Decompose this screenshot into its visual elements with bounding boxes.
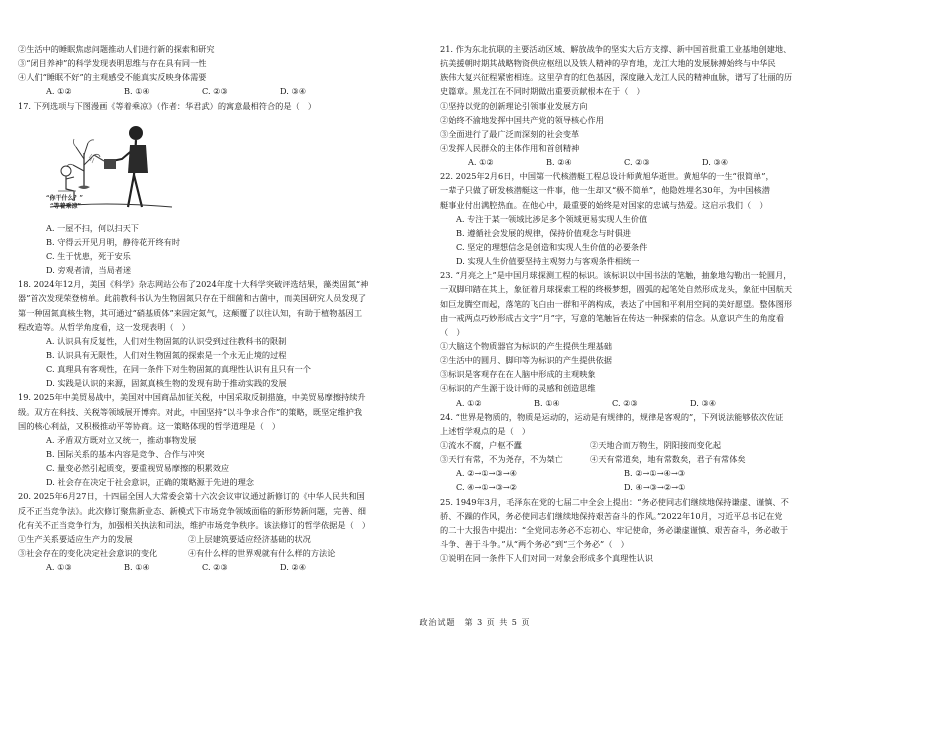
question-23-text: （ ） (440, 326, 465, 337)
question-18-text: 器”首次发现荣登榜单。此前教科书认为生物固氮只存在于细菌和古菌中，而美国研究人员发现了 (18, 293, 367, 304)
option: D. 社会存在决定于社会意识，正确的策略源于先进的理念 (46, 477, 254, 488)
question-18-text: 第一种固氮真核生物，其可通过“硝基质体”来固定氮气，这颠覆了以往认知，有助于植物基因工 (18, 307, 363, 318)
question-24-text: 24. “世界是物质的，物质是运动的，运动是有规律的，规律是客观的”，下列说法能够依次佐证 (440, 411, 784, 422)
cartoon-caption: “你干什么？” (46, 194, 83, 202)
statement: ③天行有常，不为尧存，不为桀亡 (440, 454, 563, 465)
option: A. ①② (46, 86, 72, 97)
question-23-text: 如巨龙腾空而起，落笔的飞白由一群和平鸽构成，表达了中国和平利用空间的美好愿望。整体图形 (440, 298, 793, 309)
option: C. ②③ (624, 157, 650, 168)
option: D. ③④ (702, 157, 729, 168)
statement: ④有什么样的世界观就有什么样的方法论 (188, 547, 336, 558)
statement: ④发挥人民群众的主体作用和首创精神 (440, 142, 580, 153)
question-17-title: 17. 下列选项与下图漫画《等着乘凉》（作者：华君武）的寓意最相符合的是（ ） (18, 100, 317, 111)
option: B. 认识具有无限性，人们对生物固氮的探索是一个永无止境的过程 (46, 349, 287, 360)
option: B. ②→①→④→③ (624, 468, 686, 479)
statement: ②始终不渝地发挥中国共产党的领导核心作用 (440, 114, 604, 125)
question-25-text: 骄、不躁的作风，务必使同志们继续地保持艰苦奋斗的作风。”2022年10月，习近平总书记在党 (440, 510, 783, 521)
question-25-text: 斗争、善于斗争。”从“两个务必”到“三个务必”（ ） (440, 538, 629, 549)
statement: ①说明在同一条件下人们对同一对象会形成多个真理性认识 (440, 553, 653, 564)
question-19-text: 级。双方在科技、关税等领域展开博弈。对此，中国坚持“以斗争求合作”的策略，既坚定维护我 (18, 406, 363, 417)
question-20-text: 20. 2025年6月27日，十四届全国人大常委会第十六次会议审议通过新修订的《中华人民共和国 (18, 491, 365, 502)
option: A. ①② (468, 157, 494, 168)
question-23-text: 一双脚印踏在其上，象征着月球探索工程的终极梦想，圆弧的起笔处自然形成龙头，象征中国航天 (440, 284, 793, 295)
statement: ④人们“睡眠不好”的主观感受不能真实反映身体需要 (18, 72, 207, 83)
option: B. 守得云开见月明，静待花开终有时 (46, 236, 181, 247)
statement: ③社会存在的变化决定社会意识的变化 (18, 547, 158, 558)
option: B. 国际关系的基本内容是竞争、合作与冲突 (46, 448, 205, 459)
option: C. ②③ (202, 86, 228, 97)
answer-options (440, 155, 840, 169)
option: B. 遵循社会发展的规律，保持价值观念与时俱进 (456, 227, 631, 238)
answer-options (440, 396, 840, 410)
statement: ②天地合而万物生，阴阳接而变化起 (590, 439, 722, 450)
answer-options (440, 466, 840, 480)
option: B. ①④ (124, 86, 150, 97)
statement-row (440, 438, 840, 452)
statement-row (18, 546, 413, 560)
statement-row (440, 452, 840, 466)
question-22-text: 一辈子只做了研发核潜艇这一件事，他一生却又“极不简单”，他隐姓埋名30年，为中国核潜 (440, 185, 770, 196)
statement: ④标识的产生源于设计师的灵感和创造思维 (440, 383, 596, 394)
question-18-text: 程改造等。从哲学角度看，这一发现表明（ ） (18, 321, 190, 332)
option: C. 坚定的理想信念是创造和实现人生价值的必要条件 (456, 241, 648, 252)
option: D. 旁观者清，当局者迷 (46, 265, 132, 276)
option: D. ③④ (690, 397, 717, 408)
question-21-text: 21. 作为东北抗联的主要活动区域、解放战争的坚实大后方支撑、新中国首批重工业基地创建地、 (440, 44, 792, 54)
question-22-text: 22. 2025年2月6日，中国第一代核潜艇工程总设计师黄旭华逝世。黄旭华的一生“很简单”， (440, 171, 774, 182)
option: A. ①② (456, 397, 482, 408)
option: B. ①④ (534, 397, 560, 408)
statement: ①流水不腐，户枢不蠹 (440, 439, 522, 450)
cartoon-illustration (42, 115, 182, 219)
question-20-text: 化有关不正当竞争行为，加强相关执法和司法，维护市场竞争秩序。该法修订的哲学依据是（ ） (18, 519, 371, 530)
option: C. 量变必然引起质变，要重视贸易摩擦的积累效应 (46, 463, 230, 474)
statement: ②生活中的圆月、脚印等为标识的产生提供依据 (440, 355, 612, 366)
statement: ①大脑这个物质器官为标识的产生提供生理基础 (440, 340, 612, 351)
statement: ②生活中的睡眠焦虑问题推动人们进行新的探索和研究 (18, 44, 215, 54)
question-19-text: 19. 2025年中美贸易战中，美国对中国商品加征关税，中国采取反制措施，中美贸易摩擦持续升 (18, 392, 366, 403)
question-22-text: 艇事业付出满腔热血。在他心中，最重要的始终是对国家的忠诚与热爱。这启示我们（ ） (440, 199, 768, 210)
option: A. 专注于某一领域比涉足多个领域更易实现人生价值 (456, 213, 648, 224)
question-25-text: 25. 1949年3月，毛泽东在党的七届二中全会上提出：“务必使同志们继续地保持谦虚、谨慎、不 (440, 496, 789, 507)
statement-row (18, 532, 413, 546)
statement: ②上层建筑要适应经济基础的状况 (188, 533, 311, 544)
statement: ③“闭目养神”的科学发现表明思维与存在具有同一性 (18, 58, 207, 69)
option: A. 认识具有反复性，人们对生物固氮的认识受到过往教科书的限制 (46, 335, 287, 346)
option: C. ④→①→③→② (456, 482, 518, 493)
question-21-text: 抗美援朝时期其战略物资供应枢纽以及铁人精神的孕育地，龙江大地的发展脉搏始终与中华民 (440, 58, 776, 69)
option: A. ①③ (46, 562, 72, 573)
option: A. 一屋不扫，何以扫天下 (46, 222, 139, 233)
option: D. 实践是认识的来源，固氮真核生物的发现有助于推动实践的发展 (46, 378, 287, 389)
page-footer: 政治试题 第 3 页 共 5 页 (419, 618, 531, 627)
option: A. ②→①→③→④ (456, 468, 518, 479)
question-21-text: 族伟大复兴征程紧密相连。这里孕育的红色基因，深度融入龙江人民的精神血脉，谱写了壮丽的历 (440, 72, 793, 83)
question-20-text: 反不正当竞争法》。此次修订聚焦新业态、新模式下市场竞争领域面临的新形势新问题，完善、细 (18, 505, 366, 516)
statement: ③标识是客观存在在人脑中形成的主观映象 (440, 369, 596, 380)
statement: ①坚持以党的创新理论引领事业发展方向 (440, 100, 588, 111)
option: C. 真理具有客观性，在同一条件下对生物固氮的真理性认识有且只有一个 (46, 364, 311, 375)
question-23-text: 由一戒两点巧妙形成古文字“月”字，写意的笔触旨在传达一种探索的信念。从意识产生的角度看 (440, 312, 785, 323)
option: B. ①④ (124, 562, 150, 573)
left-column (18, 42, 413, 574)
cartoon-caption: “等着乘凉” (50, 202, 81, 210)
answer-options (440, 480, 840, 494)
option: D. ②④ (280, 562, 307, 573)
statement: ①生产关系要适应生产力的发展 (18, 533, 133, 544)
option: D. 实现人生价值要坚持主观努力与客观条件相统一 (456, 256, 640, 267)
question-18-text: 18. 2024年12月，美国《科学》杂志网站公布了2024年度十大科学突破评选结果，藻类固氮“神 (18, 279, 369, 290)
right-column (440, 42, 840, 565)
option: D. ④→③→②→① (624, 482, 686, 493)
answer-options (18, 84, 413, 98)
option: C. 生于忧患，死于安乐 (46, 250, 131, 261)
statement: ④天有常道矣，地有常数矣，君子有常体矣 (590, 454, 746, 465)
option: B. ②④ (546, 157, 572, 168)
option: D. ③④ (280, 86, 307, 97)
question-21-text: 史篇章。黑龙江在不同时期做出重要贡献根本在于（ ） (440, 86, 645, 97)
question-19-text: 国的核心利益，又积极推动平等协商。这一策略体现的哲学道理是（ ） (18, 420, 281, 431)
option: C. ②③ (612, 397, 638, 408)
statement: ③全面进行了最广泛而深刻的社会变革 (440, 128, 580, 139)
question-23-text: 23. “月亮之上”是中国月球探测工程的标识。该标识以中国书法的笔触，抽象地勾勒出一轮圆月， (440, 270, 792, 281)
question-24-text: 上述哲学观点的是（ ） (440, 425, 531, 436)
answer-options (18, 560, 413, 574)
option: C. ②③ (202, 562, 228, 573)
question-25-text: 的二十大报告中提出：“全党同志务必不忘初心、牢记使命，务必谦虚谨慎、艰苦奋斗，务必敢于 (440, 524, 789, 535)
option: A. 矛盾双方既对立又统一，推动事物发展 (46, 434, 197, 445)
